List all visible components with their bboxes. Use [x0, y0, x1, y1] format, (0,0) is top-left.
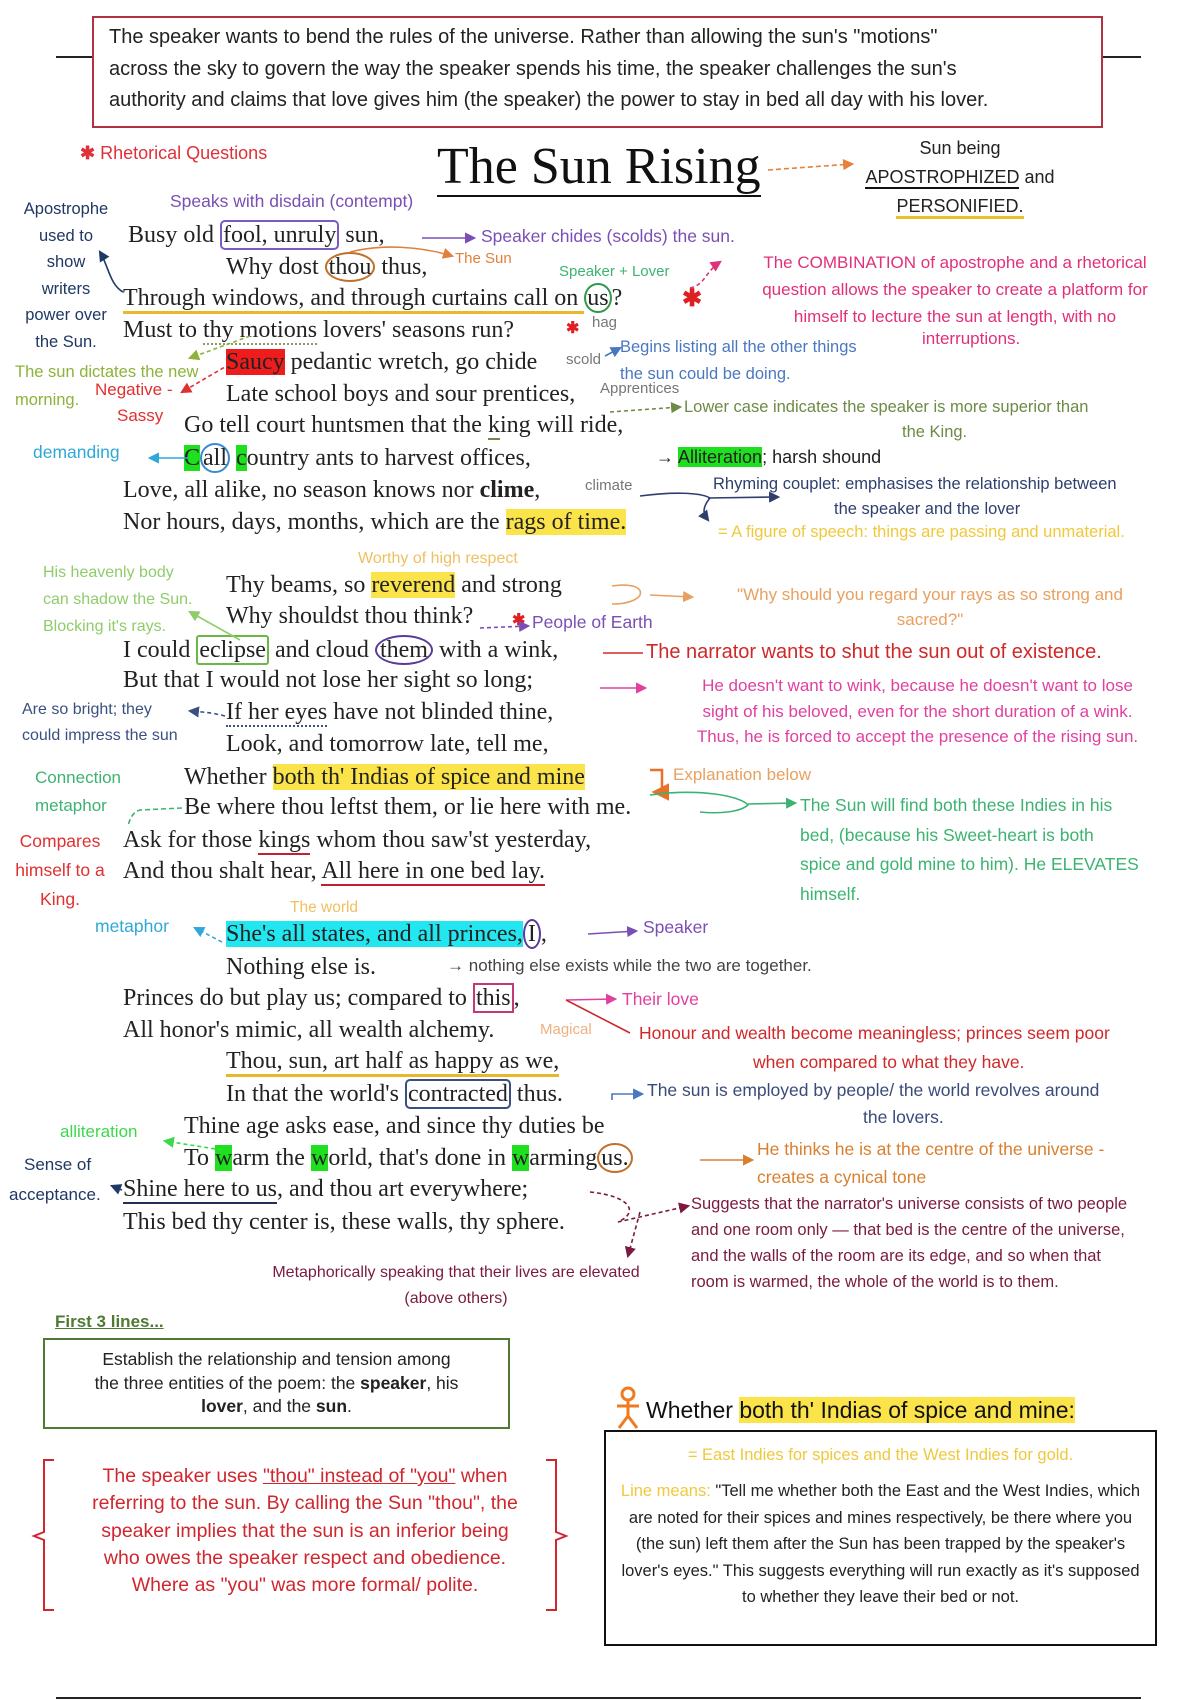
- marked-phrase-ul-red: kings: [258, 827, 311, 853]
- annotation-line: morning.: [15, 391, 80, 409]
- annotation-the-world: The world: [290, 899, 359, 916]
- annotation-line: Apostrophe: [23, 200, 109, 218]
- annotation-line: himself to lecture the sun at length, with no: [793, 307, 1117, 326]
- marked-phrase-box-purple: fool, unruly: [220, 220, 339, 250]
- poem-text: All honor's mimic, all wealth alchemy.: [123, 1017, 495, 1043]
- marked-phrase-hl-yellow: rags of time.: [505, 509, 627, 535]
- marked-phrase-circle-green: us: [584, 283, 611, 313]
- annotation-climate: climate: [585, 477, 633, 494]
- poem-text: ,: [513, 985, 520, 1011]
- annotation-hag: hag: [592, 314, 618, 331]
- annotation-demanding: demanding: [33, 442, 120, 462]
- arrow: [566, 999, 615, 1000]
- annotation-their-love: Their love: [622, 989, 699, 1009]
- summary-line: authority and claims that love gives him (the speaker) the power to stay in bed all day with his lover.: [109, 89, 989, 111]
- marked-phrase-circle-purple: them: [375, 635, 433, 665]
- annotation-line: spice and gold mine to him). He ELEVATES: [800, 854, 1139, 874]
- arrow: [610, 407, 680, 412]
- arrow: [612, 1094, 642, 1100]
- annotation-line: Are so bright; they: [22, 701, 152, 718]
- annotation-chides: Speaker chides (scolds) the sun.: [481, 226, 735, 246]
- text: The speaker uses: [102, 1465, 263, 1487]
- poem-text: Ask for those: [123, 827, 259, 853]
- arrow: [566, 1000, 630, 1033]
- poem-text: whom thou saw'st yesterday,: [310, 827, 592, 853]
- marked-phrase-box-green: eclipse: [196, 635, 269, 665]
- annotation-sassy: Sassy: [117, 406, 164, 425]
- arrow: [590, 1192, 688, 1222]
- annotation-line: room is warmed, the whole of the world is to them.: [691, 1273, 1059, 1291]
- annotation-line: (above others): [404, 1290, 508, 1307]
- marked-phrase-ul-olive: k: [487, 412, 500, 438]
- box-line: speaker implies that the sun is an inferior being: [101, 1519, 509, 1542]
- annotation-line: His heavenly body: [43, 564, 174, 581]
- text: the three entities of the poem: the: [94, 1372, 361, 1393]
- arrow: [128, 808, 182, 826]
- and-word: and: [1019, 166, 1055, 187]
- arrow-right-icon: →: [656, 447, 674, 467]
- annotation-line: Thus, he is forced to accept the presence of the rising sun.: [696, 727, 1139, 746]
- annotation-line: metaphor: [35, 796, 107, 815]
- annotation-line: "Why should you regard your rays as so strong and: [737, 585, 1123, 604]
- marked-phrase-ul-red: All here in one bed lay.: [321, 858, 546, 884]
- annotation-speaker-lover: Speaker + Lover: [559, 263, 670, 280]
- annotation-line: The COMBINATION of apostrophe and a rhetorical: [763, 253, 1147, 272]
- annotation-line: creates a cynical tone: [757, 1167, 927, 1187]
- marked-phrase-ul-navy: Shine here to us: [123, 1176, 277, 1202]
- poem-text: Busy old: [128, 222, 221, 248]
- arrow-right-icon: →: [447, 956, 464, 975]
- marked-phrase-circle-purple: I: [523, 919, 541, 949]
- annotation-line: power over: [25, 306, 107, 324]
- annotation-line: Metaphorically speaking that their lives are elevated: [272, 1264, 640, 1281]
- poem-text: sun,: [339, 222, 385, 248]
- arrow: [112, 1186, 122, 1190]
- box-line: who owes the speaker respect and obedience.: [103, 1546, 507, 1569]
- marked-phrase-ul-yellow: Through windows, and through curtains call on: [123, 285, 584, 314]
- annotation-honour-2: when compared to what they have.: [753, 1052, 1025, 1072]
- annotation-line: Connection: [35, 768, 122, 787]
- arrow: [190, 612, 240, 640]
- annotation-speaker: Speaker: [643, 917, 709, 937]
- apostrophized-word: APOSTROPHIZED: [865, 166, 1020, 187]
- arrow: [690, 262, 720, 288]
- harsh-sound-label: ; harsh shound: [762, 447, 882, 467]
- marked-phrase-hl-green: c: [236, 445, 247, 471]
- poem-text: ,: [540, 921, 547, 947]
- asterisk-icon: ✱: [682, 285, 703, 312]
- poem-text: And thou shalt hear,: [123, 858, 322, 884]
- lover-word: lover: [201, 1396, 243, 1417]
- poem-text: Go tell court huntsmen that the: [184, 412, 488, 438]
- poem-text: ?: [611, 285, 623, 311]
- annotation-sense-of: Sense of: [24, 1155, 92, 1174]
- annotation-alliteration-lower: alliteration: [60, 1122, 138, 1141]
- annotation-line: He thinks he is at the centre of the universe -: [757, 1139, 1105, 1159]
- title-note-line: Sun being: [919, 138, 1001, 158]
- marked-phrase-ul-dotted-blue: If her eyes: [226, 699, 328, 725]
- annotation-rhyming: Rhyming couplet: emphasises the relationship between: [713, 475, 1117, 493]
- arrow: [350, 247, 452, 256]
- arrow: [612, 585, 692, 604]
- annotation-line: Compares: [19, 831, 101, 851]
- legend-label: Rhetorical Questions: [100, 143, 268, 163]
- poem-text: Why dost: [226, 254, 325, 280]
- annotation-line: question allows the speaker to create a platform for: [762, 280, 1148, 299]
- first-lines-heading: First 3 lines...: [55, 1312, 164, 1331]
- arrow: [640, 493, 710, 520]
- poem-text: ountry ants to harvest offices,: [246, 445, 531, 471]
- annotation-line: himself to a: [15, 860, 105, 880]
- arrow: [605, 348, 620, 356]
- poem-text: thus,: [375, 254, 428, 280]
- text: Whether: [646, 1397, 740, 1423]
- annotation-line: sight of his beloved, even for the short duration of a wink.: [702, 701, 1133, 721]
- marked-phrase-hl-green: C: [184, 445, 201, 471]
- marked-phrase-bold: clime: [479, 477, 535, 503]
- marked-phrase-hl-green: w: [214, 1145, 233, 1171]
- thou-vs-you: "thou" instead of "you": [262, 1465, 456, 1487]
- speaker-word: speaker: [360, 1372, 427, 1393]
- annotation-figure-of-speech: = A figure of speech: things are passing and unmaterial.: [718, 523, 1125, 541]
- annotation-line: bed, (because his Sweet-heart is both: [800, 824, 1094, 845]
- text: , and the: [242, 1396, 316, 1417]
- text: when: [455, 1465, 508, 1487]
- poem-text: Nothing else is.: [226, 954, 376, 980]
- poem-text: Nor hours, days, months, which are the: [123, 509, 506, 535]
- annotation-line: the sun could be doing.: [620, 365, 791, 383]
- marked-phrase-circle-orange: us.: [597, 1143, 632, 1173]
- annotation-lower-case-2: the King.: [902, 423, 968, 441]
- poem-text: Look, and tomorrow late, tell me,: [226, 731, 549, 757]
- alliteration-label: Alliteration: [678, 447, 763, 467]
- annotation-line: himself.: [800, 883, 861, 904]
- arrow: [190, 336, 250, 358]
- annotation-line: Begins listing all the other things: [620, 338, 857, 356]
- annotation-people-of-earth: People of Earth: [532, 612, 653, 632]
- arrow: [182, 364, 230, 392]
- poem-text: orld, that's done in: [328, 1145, 512, 1171]
- asterisk-icon: ✱: [80, 143, 96, 163]
- marked-phrase-ul-dotted: thy motions: [203, 317, 318, 343]
- arrow: [100, 252, 123, 292]
- marked-phrase-box-navy: contracted: [405, 1079, 511, 1109]
- annotation-line: The sun dictates the new: [15, 363, 199, 381]
- poem-text: I could: [123, 637, 197, 663]
- poem-text: In that the world's: [226, 1081, 405, 1107]
- bracket-arrow: [650, 770, 662, 792]
- annotation-scold: scold: [566, 351, 602, 368]
- annotation-worthy: Worthy of high respect: [358, 550, 518, 567]
- arrow: [588, 931, 636, 934]
- poem-text: and cloud: [268, 637, 375, 663]
- explanation-text: "Tell me whether both the East and the West Indies, which are noted for their spices and mines respectively, be there where you (the sun) left them after the Sun has been trapped by the speaker's lover's eyes." This suggests everything will run exactly as it's supposed to whether they leave their bed or not.: [621, 1482, 1141, 1606]
- poem-text: ,: [534, 477, 541, 503]
- annotation-line: the Sun.: [35, 332, 97, 351]
- arrow: [165, 1141, 222, 1150]
- poem-text: , and thou art everywhere;: [276, 1176, 529, 1202]
- annotation-line: writers: [41, 279, 91, 298]
- arrow: [190, 711, 225, 716]
- poem-text: have not blinded thine,: [327, 699, 554, 725]
- box-line: Establish the relationship and tension among: [102, 1349, 451, 1369]
- marked-phrase-hl-green: w: [310, 1145, 329, 1171]
- asterisk-icon: ✱: [512, 612, 526, 629]
- poem-text: But that I would not lose her sight so long;: [123, 667, 533, 693]
- arrow: [650, 792, 795, 812]
- annotation-honour: Honour and wealth become meaningless; princes seem poor: [639, 1023, 1110, 1043]
- highlighted-phrase: both th' Indias of spice and mine:: [739, 1397, 1075, 1423]
- arrow: [480, 626, 528, 628]
- summary-line: across the sky to govern the way the speaker spends his time, the speaker challenges the sun's: [109, 58, 957, 80]
- annotation-disdain: Speaks with disdain (contempt): [170, 191, 414, 211]
- poem-text: ing will ride,: [499, 412, 624, 438]
- poem-text: and strong: [455, 572, 562, 598]
- poem-text: pedantic wretch, go chide: [284, 349, 538, 375]
- poem-text: This bed thy center is, these walls, thy sphere.: [123, 1209, 565, 1235]
- poem-text: Whether: [184, 764, 273, 790]
- poem-text: Thine age asks ease, and since thy duties be: [184, 1113, 605, 1139]
- annotation-the-sun: The Sun: [455, 250, 512, 267]
- line-means-label: Line means:: [620, 1482, 711, 1501]
- marked-phrase-hl-cyan: She's all states, and all princes,: [226, 921, 523, 947]
- poem-text: arming: [529, 1145, 598, 1171]
- annotation-line: and the walls of the room are its edge, and so when that: [691, 1247, 1102, 1265]
- asterisk-icon: ✱: [566, 320, 580, 337]
- east-west-note: = East Indies for spices and the West Indies for gold.: [687, 1446, 1074, 1464]
- annotation-line: used to: [38, 226, 94, 245]
- annotation-line: Suggests that the narrator's universe consists of two people: [691, 1195, 1128, 1213]
- marked-phrase-hl-yellow: both th' Indias of spice and mine: [272, 764, 585, 790]
- arrow: [195, 928, 222, 942]
- poem-text: thus.: [510, 1081, 563, 1107]
- annotation-acceptance: acceptance.: [9, 1185, 101, 1204]
- poem-text: Late school boys and sour prentices,: [226, 381, 576, 407]
- poem-text: lovers' seasons run?: [317, 317, 514, 343]
- annotation-combination-last-line: interruptions.: [922, 329, 1021, 348]
- text: .: [347, 1396, 352, 1417]
- arrow: [708, 497, 778, 498]
- box-line: referring to the sun. By calling the Sun "thou", the: [92, 1492, 518, 1515]
- annotation-line: nothing else exists while the two are together.: [468, 956, 812, 975]
- poem-text: Be where thou leftst them, or lie here with me.: [184, 794, 632, 820]
- annotation-line: can shadow the Sun.: [43, 591, 193, 608]
- poem-text: arm the: [232, 1145, 311, 1171]
- annotation-line: King.: [40, 889, 80, 909]
- summary-line: The speaker wants to bend the rules of the universe. Rather than allowing the sun's "motions": [109, 26, 938, 48]
- box-line: Where as "you" was more formal/ polite.: [131, 1574, 479, 1597]
- marked-phrase-circle-orange: thou: [325, 252, 376, 282]
- poem-text: Why shouldst thou think?: [226, 603, 474, 629]
- annotation-employed-2: the lovers.: [863, 1107, 944, 1127]
- marked-phrase-hl-yellow: reverend: [371, 572, 456, 598]
- annotation-explanation-below: Explanation below: [673, 765, 811, 784]
- arrow: [768, 164, 852, 170]
- marked-phrase-box-pink: this: [473, 983, 514, 1013]
- poem-text: Must to: [123, 317, 204, 343]
- annotation-apprentices: Apprentices: [600, 380, 680, 397]
- annotation-line: The Sun will find both these Indies in his: [800, 795, 1113, 815]
- page-title: The Sun Rising: [437, 138, 761, 195]
- annotation-employed: The sun is employed by people/ the world revolves around: [647, 1080, 1100, 1100]
- marked-phrase-ul-yellow: Thou, sun, art half as happy as we,: [226, 1048, 559, 1077]
- marked-phrase-hl-green: w: [511, 1145, 530, 1171]
- annotation-line: sacred?": [896, 610, 964, 629]
- poem-text: with a wink,: [432, 637, 559, 663]
- sun-word: sun: [315, 1396, 348, 1417]
- poem-text: Princes do but play us; compared to: [123, 985, 473, 1011]
- poem-text: To: [184, 1145, 215, 1171]
- poem-text: Thy beams, so: [226, 572, 372, 598]
- annotation-metaphor: metaphor: [95, 916, 169, 936]
- marked-phrase-circle-blue: all: [200, 443, 230, 473]
- annotation-line: He doesn't want to wink, because he doesn't want to lose: [702, 676, 1133, 695]
- personified-word: PERSONIFIED.: [896, 196, 1023, 219]
- annotation-rhyming-2: the speaker and the lover: [834, 500, 1021, 518]
- annotation-lower-case: Lower case indicates the speaker is more superior than: [684, 398, 1089, 416]
- annotation-line: Blocking it's rays.: [43, 618, 167, 635]
- annotation-line: and one room only — that bed is the centre of the universe,: [691, 1221, 1125, 1239]
- text: , his: [426, 1372, 459, 1393]
- annotation-negative: Negative -: [95, 380, 173, 399]
- poem-text: Love, all alike, no season knows nor: [123, 477, 480, 503]
- annotation-narrator-shut: The narrator wants to shut the sun out of existence.: [646, 641, 1102, 663]
- annotation-magical: Magical: [540, 1021, 592, 1038]
- marked-phrase-hl-red: Saucy: [226, 349, 285, 375]
- annotation-line: could impress the sun: [22, 727, 178, 744]
- annotation-line: show: [46, 253, 86, 271]
